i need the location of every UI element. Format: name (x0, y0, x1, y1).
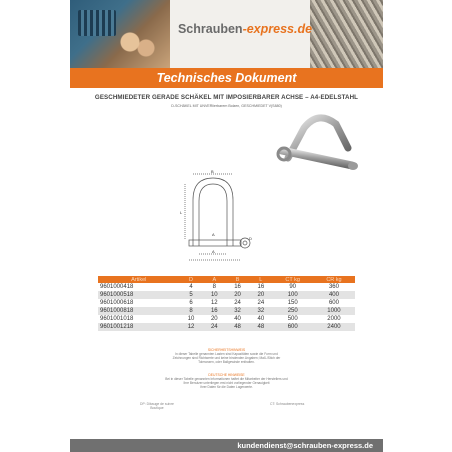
table-cell: 600 (272, 323, 312, 331)
table-cell: 16 (257, 284, 265, 290)
footer-bar (70, 439, 383, 452)
legal-note-line: Ihre Benutzer unterliegen erst nicht vorliegender Genauigkeit (183, 381, 270, 385)
table-cell: 40 (257, 316, 265, 322)
table-header-row (98, 276, 355, 283)
table-cell: 32 (226, 307, 249, 315)
column-header: D (179, 276, 202, 283)
table-cell: 48 (249, 323, 272, 331)
table-cell: 24 (234, 300, 241, 306)
table-cell: 100 (272, 291, 312, 299)
column-header: CT kg (272, 276, 312, 283)
footer-email[interactable]: kundendienst@schrauben-express.de (237, 441, 373, 450)
table-cell: 12 (179, 323, 202, 331)
drawing-lines (185, 174, 250, 260)
safety-note-line: In dieser Tabelle genannten Lasten sind Kapazitäten sowie die Form und (175, 352, 278, 356)
table-row (98, 283, 355, 291)
title-bar (70, 68, 383, 88)
table-cell: 360 (328, 284, 339, 290)
document-subtitle: D-SCHÄKEL MIT UNVERlierbarem Bolzen, GESCHMIEDET V(S880) (171, 104, 282, 108)
signature-right (270, 402, 304, 406)
table-cell: 20 (249, 291, 272, 299)
table-cell: 20 (226, 291, 249, 299)
table-row (98, 291, 355, 299)
column-header: A (203, 276, 226, 283)
table-cell: 4 (189, 284, 193, 290)
drawing-pin-eye-hole (243, 241, 247, 245)
safety-note-line: Zeichnungen sind Richtwerte und keine bindenden Angaben; Maß-/Stich der (172, 356, 281, 360)
dim-label-a-lower: A (212, 249, 215, 254)
header-photo-screws (310, 0, 383, 68)
table-row (98, 315, 355, 323)
specification-table (98, 276, 355, 331)
header-photo-tools (70, 0, 170, 68)
table-cell: 5 (179, 291, 202, 299)
technical-drawing (175, 170, 275, 262)
table-cell: 150 (287, 300, 298, 306)
shackle-pin-end-shape (348, 162, 358, 170)
logo-main-text: Schrauben (177, 22, 243, 36)
document-title: GESCHMIEDETER GERADE SCHÄKEL MIT IMPOSIERBARER ACHSE – A4-EDELSTAHL (94, 94, 359, 101)
table-cell: 8 (212, 284, 216, 290)
column-header: L (249, 276, 272, 283)
document-page (70, 0, 383, 452)
signature-right-line: CT: Schraubenexpress (270, 402, 305, 406)
table-cell: 90 (289, 284, 297, 290)
table-cell: 16 (234, 284, 241, 290)
table-cell: 10 (203, 291, 226, 299)
signature-left (140, 402, 174, 410)
legal-note-line: Bei in dieser Tabelle genannten Informationen haftet die Mitarbeiter der Herstellers und (165, 377, 288, 381)
signature-left-line: Boutique (150, 406, 164, 410)
legal-note-line: Ihrer Daten für die Daten Lagerwerte. (200, 385, 253, 389)
legal-note (110, 373, 343, 389)
table-cell: 2000 (327, 316, 341, 322)
safety-note-line: Toleranzen, oder Ballgewinde enthalten. (198, 360, 255, 364)
table-row (98, 323, 355, 331)
table-cell: 1000 (313, 307, 355, 315)
table-cell: 9601000618 (100, 300, 134, 306)
table-cell: 2400 (313, 323, 355, 331)
table-cell: 40 (234, 316, 241, 322)
table-cell: 600 (328, 300, 339, 306)
column-header: CR kg (313, 276, 355, 283)
table-cell: 9601000518 (98, 291, 179, 299)
table-cell: 16 (203, 307, 226, 315)
table-cell: 24 (257, 300, 265, 306)
table-cell: 500 (287, 316, 298, 322)
table-cell: 10 (187, 316, 195, 322)
table-row (98, 299, 355, 307)
table-cell: 12 (210, 300, 218, 306)
dim-label-a-upper: A (212, 232, 215, 237)
safety-note-heading: SICHERHEITSHINWEIS (207, 348, 246, 352)
column-header: B (226, 276, 249, 283)
dim-label-b: B (211, 170, 214, 174)
table-cell: 48 (226, 323, 249, 331)
table-row (98, 307, 355, 315)
table-cell: 400 (313, 291, 355, 299)
table-cell: 9601001018 (100, 316, 134, 322)
table-cell: 24 (203, 323, 226, 331)
table-cell: 9601000418 (100, 284, 134, 290)
brand-logo (170, 22, 320, 36)
column-header: Artikel (98, 276, 179, 283)
table-cell: 8 (179, 307, 202, 315)
logo-accent-text: -express.de (242, 22, 313, 36)
table-cell: 20 (210, 316, 218, 322)
safety-note (110, 348, 343, 364)
dim-label-d: D (249, 236, 252, 241)
dim-label-l: L (180, 210, 183, 215)
product-photo (270, 114, 360, 184)
table-cell: 9601000818 (98, 307, 179, 315)
table-cell: 250 (272, 307, 312, 315)
table-cell: 32 (249, 307, 272, 315)
table-cell: 6 (189, 300, 193, 306)
banner-title: Technisches Dokument (156, 71, 297, 85)
signature-left-line: DP: Dibauge de suivre (140, 402, 174, 406)
table-cell: 9601001218 (98, 323, 179, 331)
legal-note-heading: DEUTSCHE HINWEISE (208, 373, 245, 377)
